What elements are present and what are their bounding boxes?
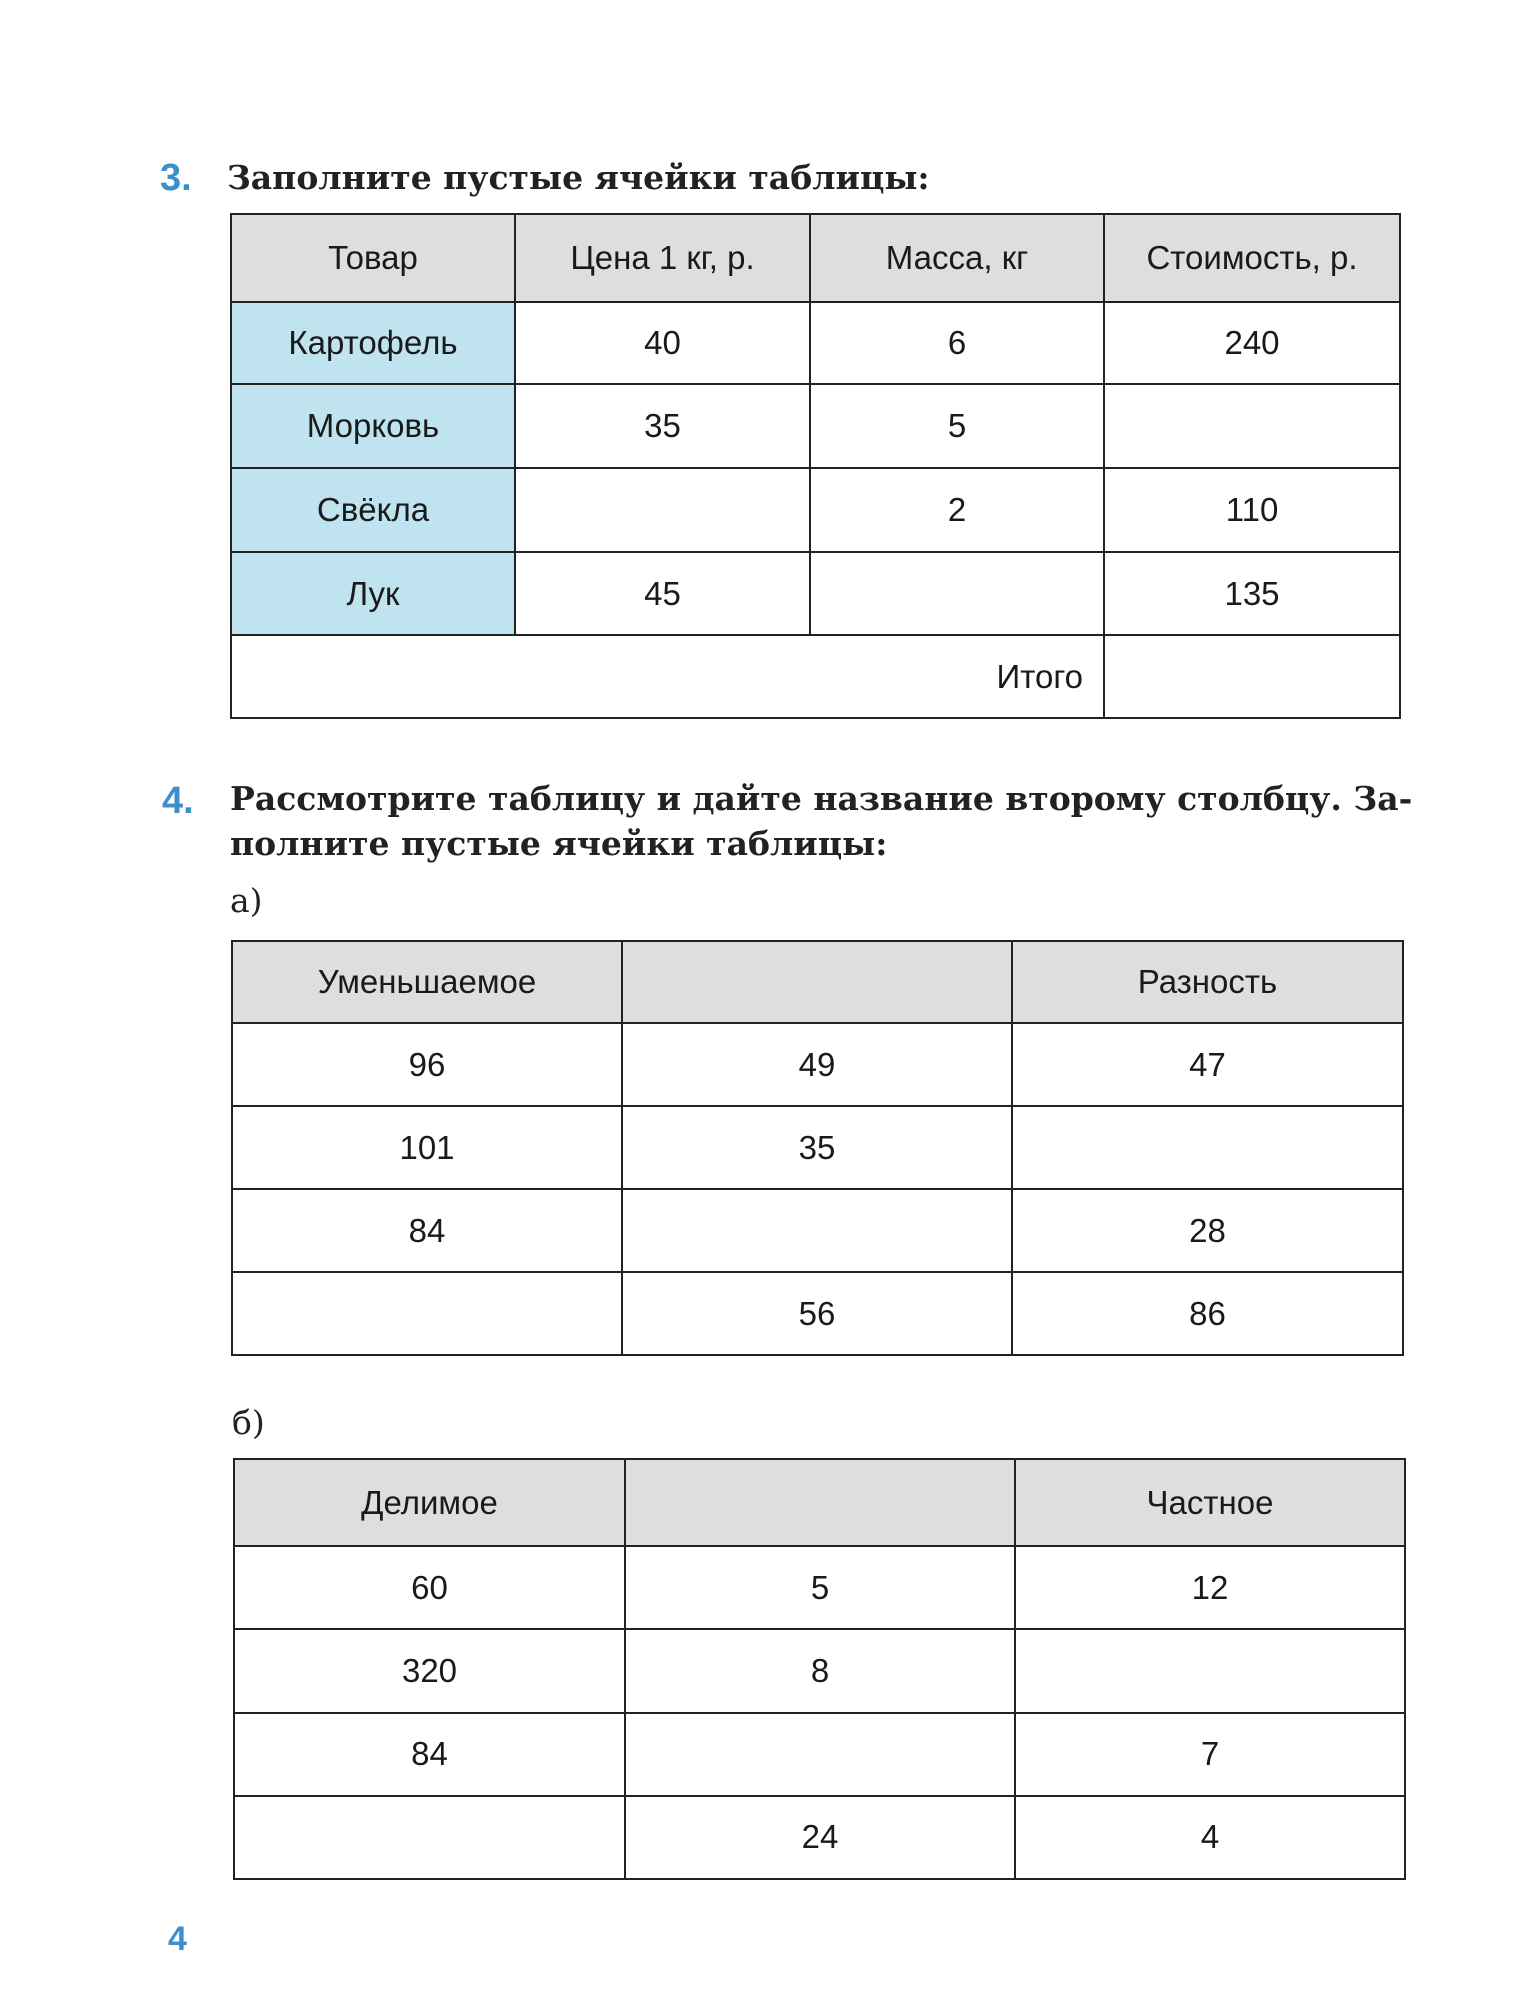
table-row — [232, 1272, 1403, 1355]
cell: 240 — [1104, 302, 1400, 384]
cell: 96 — [232, 1023, 622, 1106]
header-cell: Цена 1 кг, р. — [515, 214, 810, 302]
cell: 110 — [1104, 468, 1400, 552]
empty-cell[interactable] — [1104, 384, 1400, 468]
cell: 135 — [1104, 552, 1400, 635]
cell: 320 — [234, 1629, 625, 1712]
total-value-cell[interactable] — [1104, 635, 1400, 718]
table-row — [231, 468, 1400, 552]
task-4a-table — [231, 940, 1404, 1356]
table-header-row — [232, 941, 1403, 1023]
empty-cell[interactable] — [625, 1713, 1015, 1796]
cell: Морковь — [231, 384, 515, 468]
table-row — [232, 1106, 1403, 1189]
page-number: 4 — [168, 1920, 187, 1958]
empty-cell[interactable] — [234, 1796, 625, 1879]
task-3-text: Заполните пустые ячейки таблицы: — [227, 158, 930, 197]
cell: 8 — [625, 1629, 1015, 1712]
task-4-number: 4. — [162, 780, 194, 822]
empty-cell[interactable] — [515, 468, 810, 552]
task-3-number: 3. — [160, 157, 192, 199]
header-cell: Делимое — [234, 1459, 625, 1546]
header-cell: Масса, кг — [810, 214, 1104, 302]
table-row — [234, 1713, 1405, 1796]
empty-cell[interactable] — [1012, 1106, 1403, 1189]
table-row — [231, 384, 1400, 468]
cell: 5 — [810, 384, 1104, 468]
task-4b-table — [233, 1458, 1406, 1880]
cell: 2 — [810, 468, 1104, 552]
cell: 49 — [622, 1023, 1012, 1106]
table-row — [234, 1629, 1405, 1712]
cell: 35 — [622, 1106, 1012, 1189]
table-row — [234, 1796, 1405, 1879]
empty-cell[interactable] — [810, 552, 1104, 635]
cell: 47 — [1012, 1023, 1403, 1106]
cell: 12 — [1015, 1546, 1405, 1629]
table-row — [231, 302, 1400, 384]
cell: 28 — [1012, 1189, 1403, 1272]
cell: 56 — [622, 1272, 1012, 1355]
task-3-table — [230, 213, 1401, 719]
cell: 4 — [1015, 1796, 1405, 1879]
cell: 5 — [625, 1546, 1015, 1629]
cell: 60 — [234, 1546, 625, 1629]
cell: 84 — [232, 1189, 622, 1272]
subtask-a-label: а) — [230, 881, 263, 920]
empty-cell[interactable] — [622, 1189, 1012, 1272]
table-row — [232, 1189, 1403, 1272]
subtask-b-label: б) — [232, 1403, 265, 1442]
empty-cell[interactable] — [1015, 1629, 1405, 1712]
header-cell: Товар — [231, 214, 515, 302]
header-cell: Стоимость, р. — [1104, 214, 1400, 302]
cell: 86 — [1012, 1272, 1403, 1355]
total-row — [231, 635, 1400, 718]
table-header-row — [231, 214, 1400, 302]
cell: 35 — [515, 384, 810, 468]
cell: 6 — [810, 302, 1104, 384]
cell: 24 — [625, 1796, 1015, 1879]
table-row — [234, 1546, 1405, 1629]
header-cell: Частное — [1015, 1459, 1405, 1546]
cell: 45 — [515, 552, 810, 635]
cell: 40 — [515, 302, 810, 384]
cell: Картофель — [231, 302, 515, 384]
cell: 7 — [1015, 1713, 1405, 1796]
cell: Свёкла — [231, 468, 515, 552]
header-cell: Уменьшаемое — [232, 941, 622, 1023]
empty-cell[interactable] — [232, 1272, 622, 1355]
header-cell: Разность — [1012, 941, 1403, 1023]
table-header-row — [234, 1459, 1405, 1546]
task-4-line-2: полните пустые ячейки таблицы: — [230, 824, 888, 863]
task-4-line-1: Рассмотрите таблицу и дайте название второму столбцу. За- — [230, 779, 1413, 818]
table-row — [232, 1023, 1403, 1106]
table-row — [231, 552, 1400, 635]
unnamed-header-cell[interactable] — [625, 1459, 1015, 1546]
total-label: Итого — [231, 635, 1104, 718]
cell: 101 — [232, 1106, 622, 1189]
unnamed-header-cell[interactable] — [622, 941, 1012, 1023]
cell: Лук — [231, 552, 515, 635]
cell: 84 — [234, 1713, 625, 1796]
